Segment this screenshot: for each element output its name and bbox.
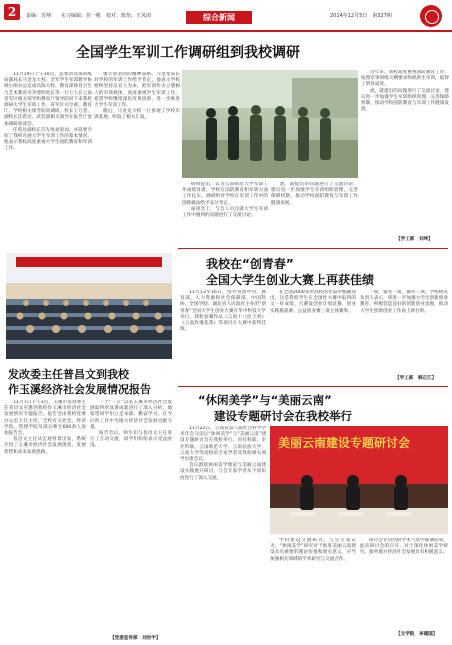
article4-signature: 【文学院 李建国】 xyxy=(396,632,438,637)
paragraph: 随后，马金龙大校一行参观了学校军训基地，听取了相关汇报。 xyxy=(94,109,180,121)
editor-credits: 责编：苏翔 实习编辑：侯一帆 校对：陈怡、王凤雨 xyxy=(26,13,152,19)
page-number-logo: 2 xyxy=(4,4,20,20)
article2-signature: 【学工部 韩正江】 xyxy=(395,376,437,381)
paragraph: 一个“一五”以来玉溪市经济社会发展取得的显著成就进行了深入分析，他希望同学们立足本职、勤奋学习，在今后的工作中为地方经济社会发展贡献力量。 xyxy=(90,400,172,430)
article4-col2 xyxy=(270,538,356,636)
article1-col1 xyxy=(4,72,92,242)
paragraph: 流，就提出的问题进行了交流讨论，建议进一步加强学生军训组织管理，完善保障机制，推动学校国防教育与军训工作健康发展。 xyxy=(271,182,358,206)
divider xyxy=(178,248,448,249)
article2-col3 xyxy=(360,290,448,374)
article2-title-line1: 我校在“创青春” xyxy=(206,257,294,271)
paragraph: 11月7日下午3点，玉溪市发改委主任普昌文应邀到我校作玉溪市经济社会发展情况专题报告。报告会由我校党委办公室主任主持，全校有关处室、经济学院、管理学院及部分师生600余人参加报告会。 xyxy=(4,400,86,437)
article3-title-line2: 作玉溪经济社会发展情况报告 xyxy=(8,383,151,396)
article3-signature: 【党委宣传部 刘世宇】 xyxy=(110,636,161,641)
article4-title-line2: 建设专题研讨会在我校举行 xyxy=(214,409,352,423)
article1-signature: 【学工部 刘坤】 xyxy=(396,237,433,242)
paragraph: 11月13至16日，由共青团中央、教育部、人力资源和社会保障部、中国科协、全国学联、湖北省人民政府主办的“创青春”全国大学生创业大赛在华中科技大学举行。我校参赛作品《云南十八怪土鸡》《云南玫瑰花茶》等项目在大赛中获得佳绩。 xyxy=(180,290,266,333)
paragraph: 研组提出，认为云南师范大学军训工作成绩显著，学校在国防教育和军训方面工作扎实。调研组对学校在军训工作中的创新做法给予充分肯定。 xyxy=(182,182,268,206)
article4-photo xyxy=(270,426,448,534)
article2-photo xyxy=(6,253,172,359)
date-issue: 2014年12月5日 第327期 xyxy=(330,13,392,19)
article1-photo xyxy=(182,70,358,178)
paragraph: 普昌文主任从宏观背景出发，系统介绍了玉溪市经济社会发展现状、发展优势和未来发展思路。 xyxy=(4,437,86,455)
paragraph: 研讨会在热烈的学术气氛中圆满结束。此次研讨会的召开，对于深化休闲美学研究、服务地方经济社会发展具有积极意义。 xyxy=(360,538,448,556)
paragraph: 11月22日，云南省第八届社会科学学术年会分论坛“休闲美学”与“美丽云南”建设专题研讨会在我校举行。省社科联、市社科联、云南师范大学、云南民族大学、云南大学等高校的专家学者及我校相关领导出席会议。 xyxy=(180,426,266,463)
paragraph: 会议围绕休闲美学理论与美丽云南建设实践展开研讨，与会专家学者从不同角度进行了深入交流。 xyxy=(180,463,266,481)
paragraph: 座谈会上，与会人员还就大学生军训工作中遇到的问题进行了交流讨论。 xyxy=(182,206,268,219)
article1-col3b xyxy=(271,182,358,244)
article1-title: 全国学生军训工作调研组到我校调研 xyxy=(76,45,300,61)
article1-col2 xyxy=(94,72,180,242)
paragraph: 在全国2000多所高校的作品中脱颖而出，这是我校学生在全国性大赛中取得的又一好成绩。大赛设创业计划竞赛、创业实践挑战赛、公益创业赛三项主体赛事。 xyxy=(270,290,356,314)
article3-col2 xyxy=(90,400,172,634)
article3-col1 xyxy=(4,400,86,642)
article2-col1 xyxy=(180,290,266,380)
paragraph: 近年来，我校高度重视国防教育工作，按照军事训练大纲要求组织新生军训，取得了明显成效。 xyxy=(361,70,449,88)
paragraph: 学科建设交流研讨。与会专家认为，“休闲美学”研究对于推进美丽云南建设具有重要的理论价值和现实意义，应当加强相关领域的学术研究与交流合作。 xyxy=(270,538,356,562)
article3-title-line1: 发改委主任普昌文到我校 xyxy=(8,368,129,381)
article2-title-line2: 全国大学生创业大赛上再获佳绩 xyxy=(206,273,375,287)
article4-col1 xyxy=(180,426,266,638)
conference-hall-photo xyxy=(6,253,172,359)
masthead xyxy=(0,0,452,32)
article2-col2 xyxy=(270,290,356,380)
paragraph: 11月19日上午10点，总参动员部训练局副局长马金龙大校、全军学生军训教学协调小组办公室成员陈大校、教育部体育卫生与艺术教育司李建明处长等一行七人在云南省军区相关领导和教育厅领导陪同下来我校调研大学生军训工作，省军区司令部、教育厅、学校相关领导陪同调研。校长王万金、副校长任希达、武装部相关领导在报告厅参加调研座谈会。 xyxy=(4,72,92,127)
article1-col4 xyxy=(361,70,449,238)
paragraph: 强大而坚固的精神品格。马金龙局长对学校的军训工作给予肯定，他表示学校始终坚持以育人为本，把军训作为立德树人的有效载体，高度重视学生军训工作。希望学校继续深化改革创新，进一步推进大学生军训工作。 xyxy=(94,72,180,109)
article4-col3 xyxy=(360,538,448,630)
paragraph: 流，就提出的问题进行了交流讨论，建议进一步加强学生军训组织管理，完善保障机制，推动学校国防教育与军训工作健康发展。 xyxy=(361,88,449,113)
divider xyxy=(178,386,448,387)
article4-title-line1: “休闲美学”与“美丽云南” xyxy=(198,393,332,407)
paragraph: 报告会后，师生们与普昌文主任进行了互动交流，同学们纷纷表示受益匪浅。 xyxy=(90,431,172,449)
article1-col3 xyxy=(182,182,268,244)
photo-banner: 美丽云南建设专题研讨会 xyxy=(278,436,411,450)
section-label: 综合新闻 xyxy=(186,11,252,24)
school-seal-icon xyxy=(420,5,442,27)
military-group-photo xyxy=(182,70,358,178)
paragraph: 一项，银奖一项，铜奖一项。学校相关负责人表示，将进一步加强大学生创新创业教育，积极营造良好的创新创业氛围，推动大学生创新创业工作再上新台阶。 xyxy=(360,290,448,314)
paragraph: 任希达副校长首先致欢迎词，并简要介绍了我校开展大学生军训工作的基本情况，他表示我校高度重视大学生国防教育和军训工作。 xyxy=(4,127,92,152)
